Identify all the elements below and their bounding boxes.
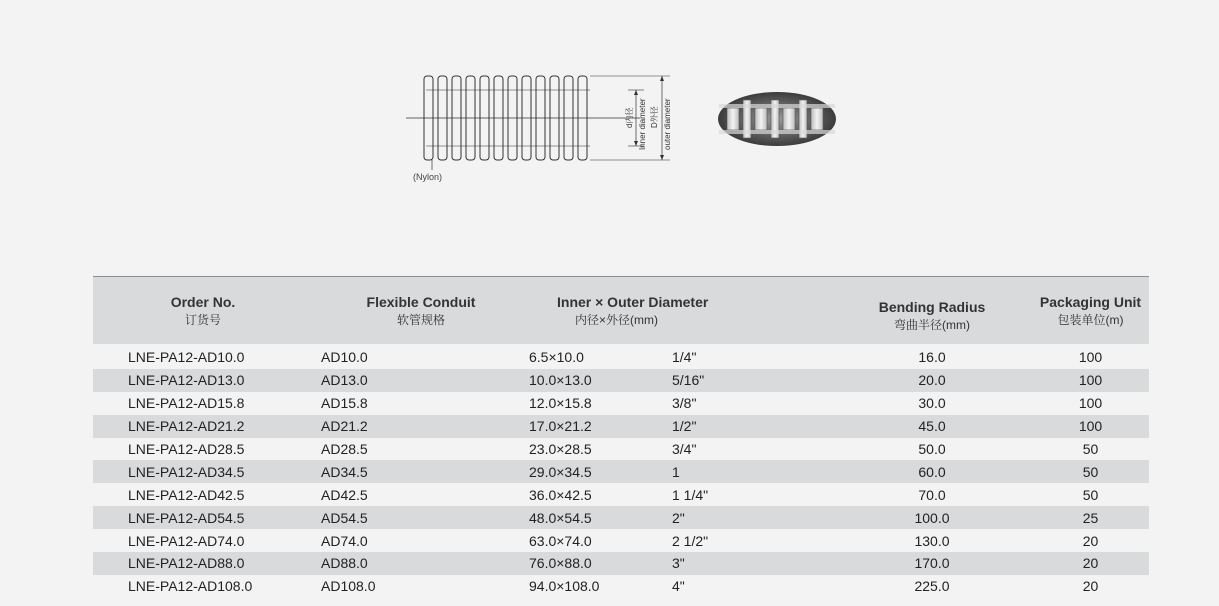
- table-row: [93, 506, 1149, 529]
- packaging-unit-cell: 50: [1082, 486, 1099, 503]
- conduit-size-cell: AD74.0: [321, 532, 368, 549]
- inch-size-cell: 2 1/2": [672, 532, 709, 549]
- packaging-unit-cell: 20: [1082, 532, 1099, 549]
- header-flexible-conduit: Flexible Conduit 软管规格: [366, 293, 476, 327]
- header-order-no: Order No. 订货号: [170, 293, 236, 327]
- table-row: [93, 438, 1149, 461]
- inner-diameter-en-label: Inner diameter: [638, 98, 647, 150]
- outer-diameter-en-label: outer diameter: [663, 98, 672, 150]
- bending-radius-cell: 20.0: [832, 369, 1032, 392]
- inner-outer-cell: 17.0×21.2: [529, 415, 672, 438]
- inner-outer-cell: 36.0×42.5: [529, 486, 592, 503]
- conduit-size-cell: AD15.8: [321, 395, 368, 412]
- inner-outer-cell: 48.0×54.5: [529, 506, 672, 529]
- conduit-size-cell: AD21.2: [313, 415, 529, 438]
- inch-size-cell: 3": [672, 552, 832, 575]
- bending-radius-cell: 100.0: [832, 506, 1032, 529]
- packaging-unit-cell: 50: [1032, 460, 1149, 483]
- bending-radius-cell: 45.0: [832, 415, 1032, 438]
- table-row: [93, 483, 1149, 506]
- conduit-size-cell: AD108.0: [321, 578, 376, 595]
- table-row: [93, 369, 1149, 392]
- order-no-cell: LNE-PA12-AD34.5: [93, 460, 313, 483]
- bending-radius-cell: 50.0: [918, 441, 946, 457]
- packaging-unit-cell: 100: [1078, 349, 1103, 366]
- inner-outer-cell: 23.0×28.5: [529, 441, 592, 457]
- table-row: [93, 460, 1149, 483]
- order-no-cell: LNE-PA12-AD28.5: [128, 441, 245, 457]
- conduit-cross-section-image: [717, 90, 837, 153]
- table-row: [93, 392, 1149, 415]
- conduit-size-cell: AD34.5: [313, 460, 529, 483]
- inner-outer-cell: 63.0×74.0: [529, 532, 592, 549]
- packaging-unit-cell: 100: [1078, 395, 1103, 412]
- packaging-unit-cell: 100: [1032, 369, 1149, 392]
- order-no-cell: LNE-PA12-AD13.0: [93, 369, 313, 392]
- inch-size-cell: 1/4": [672, 349, 697, 366]
- conduit-size-cell: AD28.5: [321, 441, 368, 457]
- table-row: [93, 344, 1149, 369]
- order-no-cell: LNE-PA12-AD88.0: [93, 552, 313, 575]
- bending-radius-cell: 16.0: [918, 349, 946, 366]
- packaging-unit-cell: 50: [1082, 441, 1099, 457]
- inner-outer-cell: 6.5×10.0: [529, 349, 584, 366]
- inner-outer-cell: 94.0×108.0: [529, 578, 600, 595]
- inch-size-cell: 3/8": [672, 395, 697, 412]
- packaging-unit-cell: 20: [1082, 578, 1099, 595]
- conduit-side-view-drawing: [400, 70, 700, 190]
- inner-outer-cell: 12.0×15.8: [529, 395, 592, 412]
- conduit-size-cell: AD88.0: [313, 552, 529, 575]
- order-no-cell: LNE-PA12-AD42.5: [128, 486, 245, 503]
- inner-outer-cell: 10.0×13.0: [529, 369, 672, 392]
- order-no-cell: LNE-PA12-AD74.0: [128, 532, 245, 549]
- bending-radius-cell: 60.0: [832, 460, 1032, 483]
- order-no-cell: LNE-PA12-AD21.2: [93, 415, 313, 438]
- inch-size-cell: 1 1/4": [672, 486, 709, 503]
- inner-outer-cell: 76.0×88.0: [529, 552, 672, 575]
- header-inner-outer-diameter: Inner × Outer Diameter 内径×外径(mm): [557, 293, 709, 327]
- table-row: [93, 575, 1149, 598]
- material-label: (Nylon): [413, 172, 443, 182]
- packaging-unit-cell: 20: [1032, 552, 1149, 575]
- inner-outer-cell: 29.0×34.5: [529, 460, 672, 483]
- bending-radius-cell: 225.0: [914, 578, 950, 595]
- inch-size-cell: 1: [672, 460, 832, 483]
- inch-size-cell: 5/16": [672, 369, 832, 392]
- inch-size-cell: 4": [672, 578, 685, 595]
- bending-radius-cell: 30.0: [918, 395, 946, 412]
- conduit-size-cell: AD54.5: [313, 506, 529, 529]
- table-row: [93, 415, 1149, 438]
- bending-radius-cell: 130.0: [914, 532, 950, 549]
- inner-diameter-zh-label: d内径: [625, 107, 634, 128]
- conduit-size-cell: AD13.0: [313, 369, 529, 392]
- bending-radius-cell: 170.0: [832, 552, 1032, 575]
- outer-diameter-zh-label: D外径: [650, 106, 659, 128]
- table-row: [93, 552, 1149, 575]
- packaging-unit-cell: 100: [1032, 415, 1149, 438]
- table-row: [93, 529, 1149, 552]
- header-packaging-unit: Packaging Unit 包装单位(m): [1039, 293, 1142, 327]
- inch-size-cell: 1/2": [672, 415, 832, 438]
- order-no-cell: LNE-PA12-AD15.8: [128, 395, 245, 412]
- inch-size-cell: 2": [672, 506, 832, 529]
- conduit-size-cell: AD42.5: [321, 486, 368, 503]
- table-header-row: [93, 277, 1149, 345]
- order-no-cell: LNE-PA12-AD108.0: [128, 578, 253, 595]
- packaging-unit-cell: 25: [1032, 506, 1149, 529]
- specification-table: [93, 276, 1149, 598]
- order-no-cell: LNE-PA12-AD54.5: [93, 506, 313, 529]
- header-bending-radius: Bending Radius 弯曲半径(mm): [878, 298, 986, 332]
- conduit-size-cell: AD10.0: [321, 349, 368, 366]
- order-no-cell: LNE-PA12-AD10.0: [128, 349, 245, 366]
- bending-radius-cell: 70.0: [918, 486, 946, 503]
- inch-size-cell: 3/4": [672, 441, 697, 457]
